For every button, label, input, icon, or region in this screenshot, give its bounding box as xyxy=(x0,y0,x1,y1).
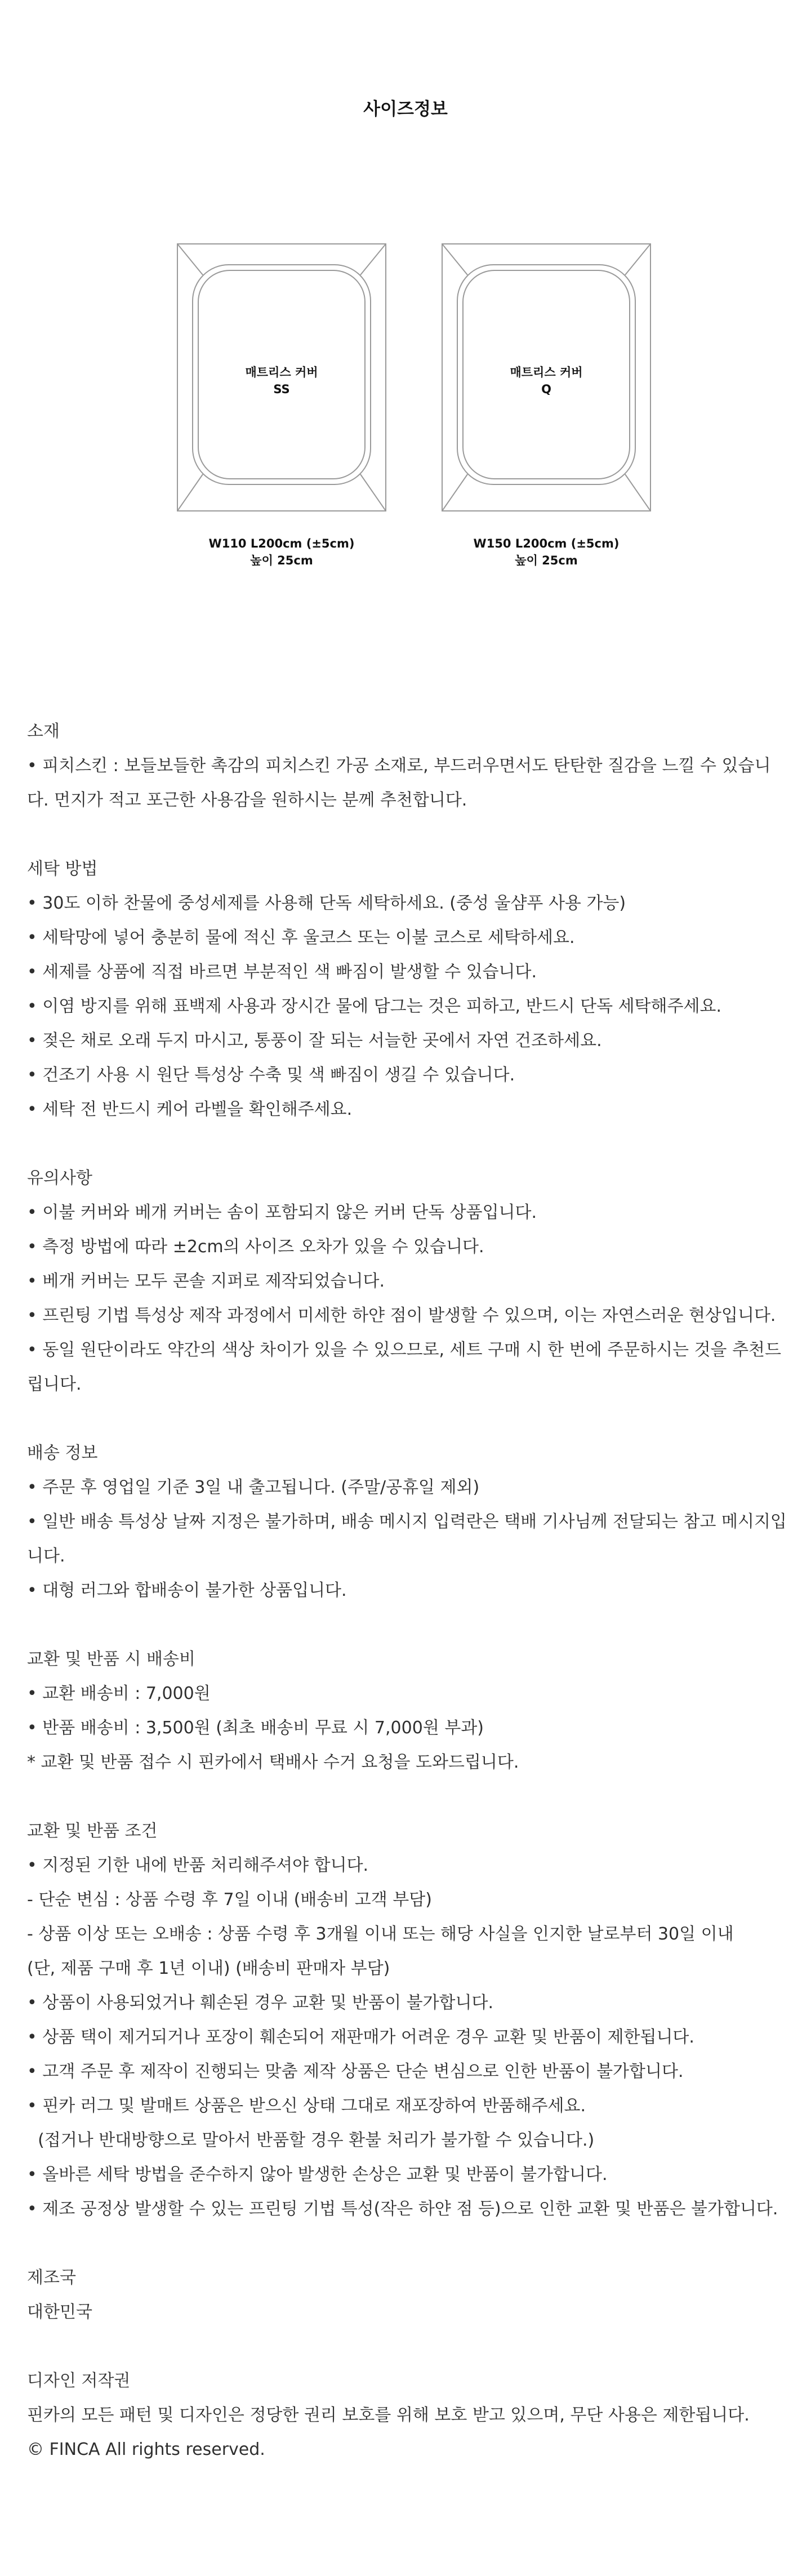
section-line: - 상품 이상 또는 오배송 : 상품 수령 후 3개월 이내 또는 해당 사실을 인지한 날로부터 30일 이내 xyxy=(27,1924,734,1944)
section-line: • 고객 주문 후 제작이 진행되는 맞춤 제작 상품은 단순 변심으로 인한 반품이 불가합니다. xyxy=(27,2062,684,2081)
section-line: (접거나 반대방향으로 말아서 반품할 경우 환불 처리가 불가할 수 있습니다.) xyxy=(27,2130,595,2150)
section-line: • 베개 커버는 모두 콘솔 지퍼로 제작되었습니다. xyxy=(27,1271,385,1291)
height-text: 높이 25cm xyxy=(515,554,578,567)
section-heading: 디자인 저작권 xyxy=(27,2371,131,2391)
section-heading: 유의사항 xyxy=(27,1168,92,1188)
mattress-label-q xyxy=(442,364,651,398)
section-line: • 올바른 세탁 방법을 준수하지 않아 발생한 손상은 교환 및 반품이 불가합니다. xyxy=(27,2165,608,2185)
dimension-text: W110 L200cm (±5cm) xyxy=(208,537,355,550)
section-line: • 피치스킨 : 보들보들한 촉감의 피치스킨 가공 소재로, 부드러우면서도 탄탄한 질감을 느낄 수 있습니다. 먼지가 적고 포근한 사용감을 원하시는 분께 추천합니다. xyxy=(27,756,771,810)
mattress-size: SS xyxy=(273,382,290,396)
mattress-diagram-q xyxy=(442,243,651,511)
section-copyright xyxy=(27,2364,788,2467)
section-line: • 반품 배송비 : 3,500원 (최초 배송비 무료 시 7,000원 부과) xyxy=(27,1718,484,1738)
section-line: • 주문 후 영업일 기준 3일 내 출고됩니다. (주말/공휴일 제외) xyxy=(27,1478,480,1497)
mattress-diagram-ss xyxy=(177,243,386,511)
section-line: • 세제를 상품에 직접 바르면 부분적인 색 빠짐이 발생할 수 있습니다. xyxy=(27,962,537,982)
dimensions-ss xyxy=(163,535,400,569)
mattress-size: Q xyxy=(541,382,551,396)
section-heading: 세탁 방법 xyxy=(27,859,98,879)
section-line: • 건조기 사용 시 원단 특성상 수축 및 색 빠짐이 생길 수 있습니다. xyxy=(27,1065,515,1085)
section-line: * 교환 및 반품 접수 시 핀카에서 택배사 수거 요청을 도와드립니다. xyxy=(27,1752,519,1772)
section-heading: 배송 정보 xyxy=(27,1443,98,1463)
section-heading: 교환 및 반품 시 배송비 xyxy=(27,1649,195,1669)
section-line: • 교환 배송비 : 7,000원 xyxy=(27,1684,211,1703)
section-line: • 상품이 사용되었거나 훼손된 경우 교환 및 반품이 불가합니다. xyxy=(27,1993,494,2013)
section-line: • 세탁 전 반드시 케어 라벨을 확인해주세요. xyxy=(27,1100,353,1119)
section-line: • 지정된 기한 내에 반품 처리해주셔야 합니다. xyxy=(27,1856,369,1875)
section-line: - 단순 변심 : 상품 수령 후 7일 이내 (배송비 고객 부담) xyxy=(27,1890,432,1910)
section-heading: 제조국 xyxy=(27,2268,76,2288)
section-line: • 측정 방법에 따라 ±2cm의 사이즈 오차가 있을 수 있습니다. xyxy=(27,1237,484,1257)
section-line: • 세탁망에 넣어 충분히 물에 적신 후 울코스 또는 이불 코스로 세탁하세요. xyxy=(27,928,575,947)
section-precautions xyxy=(27,1161,788,1402)
section-line: • 젖은 채로 오래 두지 마시고, 통풍이 잘 되는 서늘한 곳에서 자연 건조하세요. xyxy=(27,1031,602,1051)
product-info xyxy=(27,714,788,2501)
dimension-text: W150 L200cm (±5cm) xyxy=(473,537,620,550)
section-shipping xyxy=(27,1436,788,1608)
section-line: • 프린팅 기법 특성상 제작 과정에서 미세한 하얀 점이 발생할 수 있으며, 이는 자연스러운 현상입니다. xyxy=(27,1306,776,1325)
copyright-notice: © FINCA All rights reserved. xyxy=(27,2440,265,2459)
dimensions-q xyxy=(428,535,665,569)
mattress-name: 매트리스 커버 xyxy=(510,366,583,379)
section-line: • 30도 이하 찬물에 중성세제를 사용해 단독 세탁하세요. (중성 울샴푸 사용 가능) xyxy=(27,893,626,913)
section-return-fees xyxy=(27,1642,788,1779)
section-origin xyxy=(27,2261,788,2329)
section-heading: 소재 xyxy=(27,722,60,741)
section-line: • 핀카 러그 및 발매트 상품은 받으신 상태 그대로 재포장하여 반품해주세요. xyxy=(27,2096,586,2116)
section-line: • 이불 커버와 베개 커버는 솜이 포함되지 않은 커버 단독 상품입니다. xyxy=(27,1203,537,1222)
section-washing xyxy=(27,852,788,1127)
section-line: • 상품 택이 제거되거나 포장이 훼손되어 재판매가 어려운 경우 교환 및 반품이 제한됩니다. xyxy=(27,2027,694,2047)
section-heading: 교환 및 반품 조건 xyxy=(27,1821,158,1841)
section-material xyxy=(27,714,788,817)
section-line: • 동일 원단이라도 약간의 색상 차이가 있을 수 있으므로, 세트 구매 시 한 번에 주문하시는 것을 추천드립니다. xyxy=(27,1340,782,1394)
height-text: 높이 25cm xyxy=(250,554,313,567)
section-line: • 이염 방지를 위해 표백제 사용과 장시간 물에 담그는 것은 피하고, 반드시 단독 세탁해주세요. xyxy=(27,996,721,1016)
section-line: 핀카의 모든 패턴 및 디자인은 정당한 권리 보호를 위해 보호 받고 있으며, 무단 사용은 제한됩니다. xyxy=(27,2405,750,2425)
section-line: • 대형 러그와 합배송이 불가한 상품입니다. xyxy=(27,1581,347,1600)
section-line: 대한민국 xyxy=(27,2302,92,2322)
section-return-conditions xyxy=(27,1814,788,2226)
section-line: • 일반 배송 특성상 날짜 지정은 불가하며, 배송 메시지 입력란은 택배 기사님께 전달되는 참고 메시지입니다. xyxy=(27,1512,787,1566)
mattress-name: 매트리스 커버 xyxy=(245,366,318,379)
size-info-title: 사이즈정보 xyxy=(363,99,448,119)
mattress-label-ss xyxy=(177,364,386,398)
section-line: (단, 제품 구매 후 1년 이내) (배송비 판매자 부담) xyxy=(27,1959,390,1978)
section-line: • 제조 공정상 발생할 수 있는 프린팅 기법 특성(작은 하얀 점 등)으로 인한 교환 및 반품은 불가합니다. xyxy=(27,2199,778,2219)
